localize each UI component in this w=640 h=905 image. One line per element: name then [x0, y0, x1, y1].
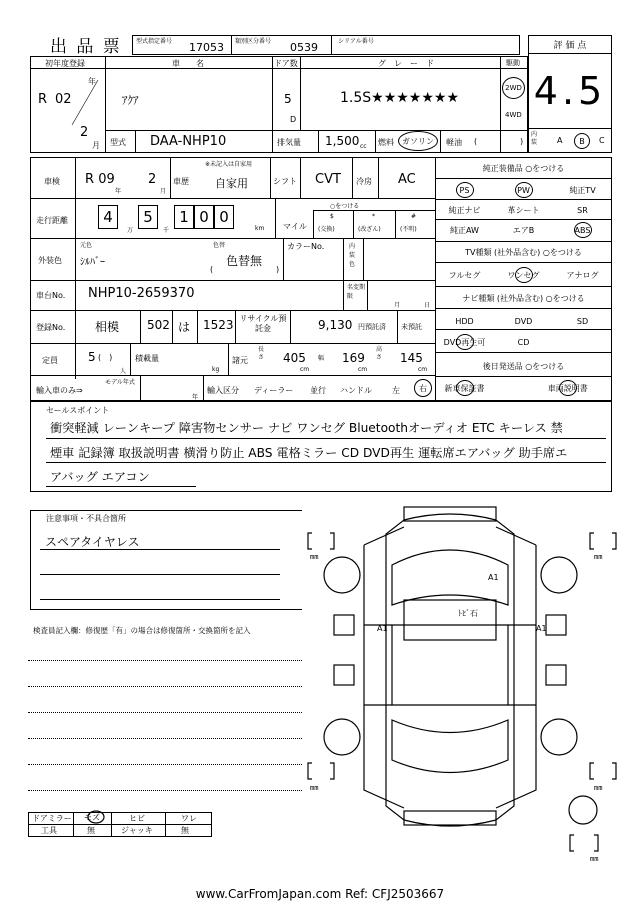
std-item-1-mark: [515, 182, 533, 198]
svg-text:mm: mm: [310, 553, 319, 561]
score-value: 4.5: [533, 69, 607, 113]
interior-b: B: [574, 133, 590, 149]
class-no-box: 類別区分番号 0539: [232, 35, 332, 55]
std-item-0[interactable]: PS: [459, 185, 470, 195]
inspection-date: R 09: [85, 172, 115, 187]
car-name: ｱｸｱ: [122, 94, 139, 107]
plate-kana: は: [178, 320, 191, 334]
class-no: 0539: [290, 41, 318, 54]
serial-box: シリアル番号: [332, 35, 520, 55]
footer-ref: www.CarFromJapan.com Ref: CFJ2503667: [195, 887, 445, 901]
std-item-7[interactable]: エアB: [512, 225, 535, 235]
handle-right[interactable]: 右: [414, 379, 432, 397]
damage-mark-2: ﾄﾋﾞ石: [458, 609, 478, 618]
air-conditioner: AC: [398, 172, 416, 187]
length: 405: [283, 351, 306, 365]
import-dealer[interactable]: ディーラー: [254, 386, 294, 395]
mirror-circle: [86, 810, 106, 824]
sales-line-3: アバッグ エアコン: [50, 470, 150, 484]
model-no: 17053: [189, 41, 224, 54]
shift: CVT: [315, 172, 341, 187]
std-item-5[interactable]: SR: [577, 205, 588, 215]
std-equipment-title: 純正装備品 ○をつける: [482, 163, 565, 173]
damage-mark-4: A1: [536, 624, 547, 633]
svg-text:mm: mm: [310, 784, 319, 792]
notes-text: スペアタイヤレス: [45, 535, 140, 549]
width: 169: [342, 351, 365, 365]
sales-line-1: 衝突軽減 レーンキープ 障害物センサー ナビ ワンセグ Bluetoothオーディオ ETC キーレス 禁: [50, 421, 563, 435]
first-reg-year: 02: [55, 92, 72, 107]
damage-mark-3: A1: [377, 624, 388, 633]
navi-item-3[interactable]: DVD再生可: [443, 337, 486, 347]
height: 145: [400, 351, 423, 365]
std-item-2[interactable]: 純正TV: [569, 185, 596, 195]
grade: 1.5S★★★★★★★: [340, 90, 460, 106]
doc-warranty-mark: [456, 380, 474, 396]
doc-manual-mark: [559, 380, 577, 396]
form-title: 出 品 票: [50, 37, 122, 57]
navi-title: ナビ種類 (社外品含む) ○をつける: [462, 293, 585, 303]
plate-class: 502: [147, 318, 170, 332]
navi-item-1[interactable]: DVD: [514, 316, 533, 326]
docs-title: 後日発送品 ○をつける: [482, 361, 565, 371]
navi-item-3-mark: [456, 334, 474, 350]
notes-box: [30, 510, 302, 610]
doc-manual[interactable]: 車両説明書: [547, 383, 588, 393]
handle-left[interactable]: 左: [392, 386, 400, 395]
car-diagram: [304, 505, 624, 865]
first-reg-month: 2: [80, 125, 89, 140]
navi-item-0[interactable]: HDD: [455, 316, 474, 326]
recycle-fee: 9,130: [318, 318, 353, 332]
std-item-4[interactable]: 革シート: [507, 205, 540, 215]
navi-item-2[interactable]: SD: [576, 316, 589, 326]
std-item-8[interactable]: ABS: [574, 225, 591, 235]
doc-warranty[interactable]: 新車保証書: [444, 383, 485, 393]
mileage-digits: 4 万 5 千 1 0 0 km: [80, 203, 270, 233]
std-item-3[interactable]: 純正ナビ: [448, 205, 481, 215]
displacement: 1,500: [325, 134, 360, 148]
navi-item-5[interactable]: [553, 334, 612, 350]
import-parallel[interactable]: 並行: [310, 386, 326, 395]
tv-item-1[interactable]: ワンセグ: [507, 270, 540, 280]
tv-item-2[interactable]: アナログ: [566, 270, 599, 280]
std-item-8-mark: [574, 222, 592, 238]
original-color: ｼﾙﾊﾞｰ: [80, 257, 105, 268]
tv-item-0[interactable]: フルセグ: [448, 270, 481, 280]
svg-text:mm: mm: [594, 784, 603, 792]
capacity: 5: [88, 350, 96, 364]
score-label: 評 価 点: [529, 36, 611, 54]
usage-history: 自家用: [215, 177, 248, 190]
std-item-6[interactable]: 純正AW: [450, 225, 479, 235]
plate-number: 1523: [203, 318, 234, 332]
missing-items-table: ドアミラー モズ ヒビ ワレ 工具 無 ジャッキ 無: [28, 812, 212, 837]
plate-area: 相模: [95, 320, 120, 334]
score-box: 評 価 点 4.5 内装 A B C: [528, 35, 612, 153]
drive-2wd: 2WD: [502, 77, 525, 99]
interior-a: A: [557, 136, 563, 145]
sales-line-2: 煙車 記録簿 取扱説明書 横滑り防止 ABS 電格ミラー CD DVD再生 運転席エアバッグ 助手席エ: [50, 446, 568, 460]
tv-item-1-mark: [515, 267, 533, 283]
model-no-box: 型式指定番号 17053: [132, 35, 232, 55]
tv-title: TV種類 (社外品含む) ○をつける: [465, 247, 582, 257]
svg-text:mm: mm: [590, 855, 599, 863]
interior-c: C: [599, 136, 605, 145]
drive-4wd: 4WD: [505, 111, 522, 119]
doors: 5: [284, 92, 292, 106]
first-reg-era: R: [38, 92, 48, 107]
std-item-1[interactable]: PW: [517, 185, 530, 195]
model-type: DAA-NHP10: [150, 134, 227, 149]
chassis-no: NHP10-2659370: [88, 286, 195, 301]
repaint: 色替無: [226, 254, 263, 268]
std-item-0-mark: [456, 182, 474, 198]
damage-mark-1: A1: [488, 573, 499, 582]
fuel-gasoline: ガソリン: [398, 131, 438, 151]
navi-item-4[interactable]: CD: [517, 337, 530, 347]
svg-text:mm: mm: [594, 553, 603, 561]
